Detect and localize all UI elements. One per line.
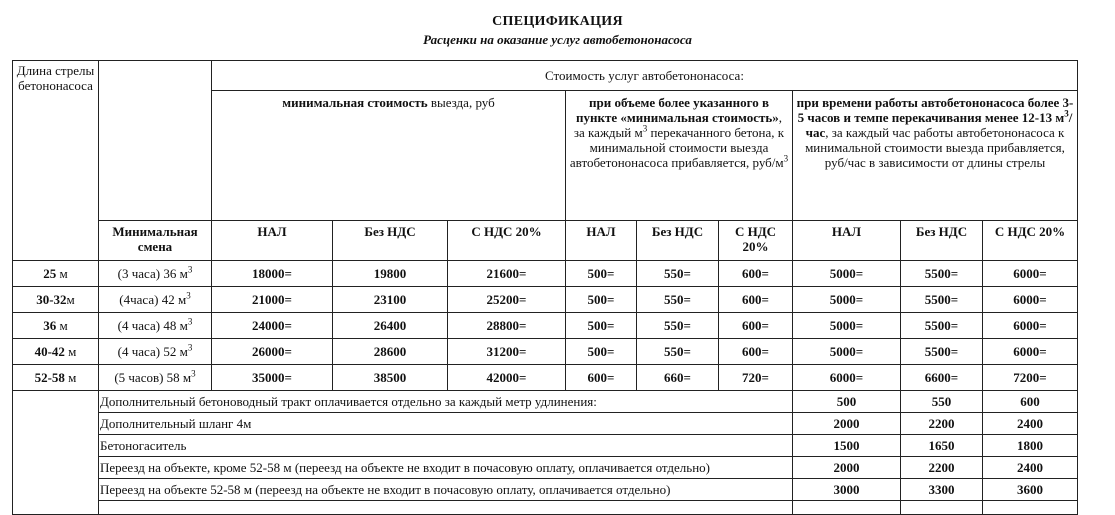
extra-price-cell: 2200 <box>901 457 983 479</box>
boom-length-cell: 40-42 м <box>13 339 99 365</box>
price-cell: 6000= <box>983 339 1078 365</box>
extra-price-cell: 600 <box>983 391 1078 413</box>
extra-price-cell: 1500 <box>793 435 901 457</box>
price-cell: 660= <box>637 365 719 391</box>
price-cell: 28600 <box>333 339 448 365</box>
extra-price-cell: 2000 <box>793 457 901 479</box>
extra-item-name: Переезд на объекте 52-58 м (переезд на объекте не входит в почасовую оплату, оплачивается отдельно) <box>99 479 793 501</box>
table-row <box>13 339 1085 365</box>
col-header-cash: НАЛ <box>793 221 901 261</box>
price-cell: 28800= <box>448 313 566 339</box>
price-cell: 38500 <box>333 365 448 391</box>
boom-length-cell: 52-58 м <box>13 365 99 391</box>
price-cell: 5000= <box>793 261 901 287</box>
group-min-cost-header: минимальная стоимость выезда, руб <box>212 91 566 221</box>
extra-price-cell: 2000 <box>793 413 901 435</box>
price-cell: 21000= <box>212 287 333 313</box>
col-header-cash: НАЛ <box>212 221 333 261</box>
min-shift-header: Минимальная смена <box>99 221 212 261</box>
extra-row <box>13 435 1085 457</box>
price-cell: 500= <box>566 287 637 313</box>
price-cell: 31200= <box>448 339 566 365</box>
extra-price-cell: 550 <box>901 391 983 413</box>
price-cell: 24000= <box>212 313 333 339</box>
price-cell: 18000= <box>212 261 333 287</box>
extra-price-cell: 500 <box>793 391 901 413</box>
min-shift-cell: (4 часа) 52 $м^3$ <box>99 339 212 365</box>
col-header-no-vat: Без НДС <box>901 221 983 261</box>
price-table <box>12 60 1084 515</box>
cost-title-header: Стоимость услуг автобетононасоса: <box>212 61 1078 91</box>
blank-extras-cell <box>13 391 99 515</box>
price-cell: 5500= <box>901 261 983 287</box>
group-volume-header: при объеме более указанного в пункте «минимальная стоимость», за каждый $м^3$ перекачанного бетона, к минимальной стоимости выезда автобетононасоса прибавляется, руб/$м^3$ <box>566 91 793 221</box>
header-row-1 <box>13 61 1085 91</box>
min-shift-cell: (4 часа) 48 $м^3$ <box>99 313 212 339</box>
extra-item-name: Дополнительный бетоноводный тракт оплачивается отдельно за каждый метр удлинения: <box>99 391 793 413</box>
price-cell: 25200= <box>448 287 566 313</box>
min-shift-cell: (4часа) 42 $м^3$ <box>99 287 212 313</box>
boom-length-cell: 36 м <box>13 313 99 339</box>
document-subtitle: Расценки на оказание услуг автобетононасоса <box>423 32 692 47</box>
price-cell: 26400 <box>333 313 448 339</box>
extra-price-cell: 2400 <box>983 457 1078 479</box>
col-header-with-vat: С НДС 20% <box>983 221 1078 261</box>
price-cell: 720= <box>719 365 793 391</box>
price-cell: 6000= <box>793 365 901 391</box>
price-cell: 500= <box>566 339 637 365</box>
extra-price-cell: 2400 <box>983 413 1078 435</box>
extra-price-cell: 3600 <box>983 479 1078 501</box>
extra-row <box>13 501 1085 515</box>
price-cell: 600= <box>719 261 793 287</box>
price-cell: 550= <box>637 339 719 365</box>
blank-header-cell <box>99 61 212 221</box>
extra-price-cell: 3000 <box>793 479 901 501</box>
extra-price-cell: 3300 <box>901 479 983 501</box>
price-cell: 23100 <box>333 287 448 313</box>
table-row <box>13 287 1085 313</box>
price-cell: 600= <box>719 287 793 313</box>
table-row <box>13 313 1085 339</box>
price-cell: 5500= <box>901 287 983 313</box>
extra-row <box>13 391 1085 413</box>
price-cell: 5500= <box>901 339 983 365</box>
min-shift-cell: (3 часа) 36 $м^3$ <box>99 261 212 287</box>
price-cell: 600= <box>719 339 793 365</box>
col-header-no-vat: Без НДС <box>637 221 719 261</box>
extra-price-cell: 1650 <box>901 435 983 457</box>
price-cell: 5000= <box>793 287 901 313</box>
col-header-no-vat: Без НДС <box>333 221 448 261</box>
price-cell: 550= <box>637 261 719 287</box>
boom-length-cell: 25 м <box>13 261 99 287</box>
price-cell: 600= <box>566 365 637 391</box>
price-cell: 5000= <box>793 313 901 339</box>
group-hourly-header: при времени работы автобетононасоса более 3-5 часов и темпе перекачивания менее 12-13 $м^3$/час, за каждый час работы автобетононасоса к минимальной стоимости выезда прибавляется, руб/час в зависимости от длины стрелы <box>793 91 1078 221</box>
header-row-3 <box>13 221 1085 261</box>
price-cell: 6000= <box>983 287 1078 313</box>
price-cell: 42000= <box>448 365 566 391</box>
document-title: СПЕЦИФИКАЦИЯ <box>492 14 623 29</box>
price-cell: 21600= <box>448 261 566 287</box>
price-cell: 26000= <box>212 339 333 365</box>
col-header-cash: НАЛ <box>566 221 637 261</box>
price-cell: 5000= <box>793 339 901 365</box>
boom-length-cell: 30-32м <box>13 287 99 313</box>
extra-item-name: Переезд на объекте, кроме 52-58 м (переезд на объекте не входит в почасовую оплату, оплачивается отдельно) <box>99 457 793 479</box>
table-row <box>13 261 1085 287</box>
price-cell: 500= <box>566 261 637 287</box>
table-row <box>13 365 1085 391</box>
price-cell: 500= <box>566 313 637 339</box>
price-cell: 550= <box>637 313 719 339</box>
extra-row <box>13 413 1085 435</box>
extra-item-name: Бетоногаситель <box>99 435 793 457</box>
col-header-with-vat: С НДС 20% <box>719 221 793 261</box>
price-cell: 5500= <box>901 313 983 339</box>
min-shift-cell: (5 часов) 58 $м^3$ <box>99 365 212 391</box>
price-cell: 19800 <box>333 261 448 287</box>
extra-item-name: Дополнительный шланг 4м <box>99 413 793 435</box>
price-cell: 600= <box>719 313 793 339</box>
price-cell: 6000= <box>983 313 1078 339</box>
price-cell: 7200= <box>983 365 1078 391</box>
extra-row <box>13 479 1085 501</box>
extra-price-cell: 2200 <box>901 413 983 435</box>
price-cell: 6000= <box>983 261 1078 287</box>
price-cell: 550= <box>637 287 719 313</box>
price-cell: 35000= <box>212 365 333 391</box>
length-column-header: Длина стрелы бетононасоса <box>13 61 99 261</box>
extra-price-cell: 1800 <box>983 435 1078 457</box>
col-header-with-vat: С НДС 20% <box>448 221 566 261</box>
extra-row <box>13 457 1085 479</box>
price-cell: 6600= <box>901 365 983 391</box>
